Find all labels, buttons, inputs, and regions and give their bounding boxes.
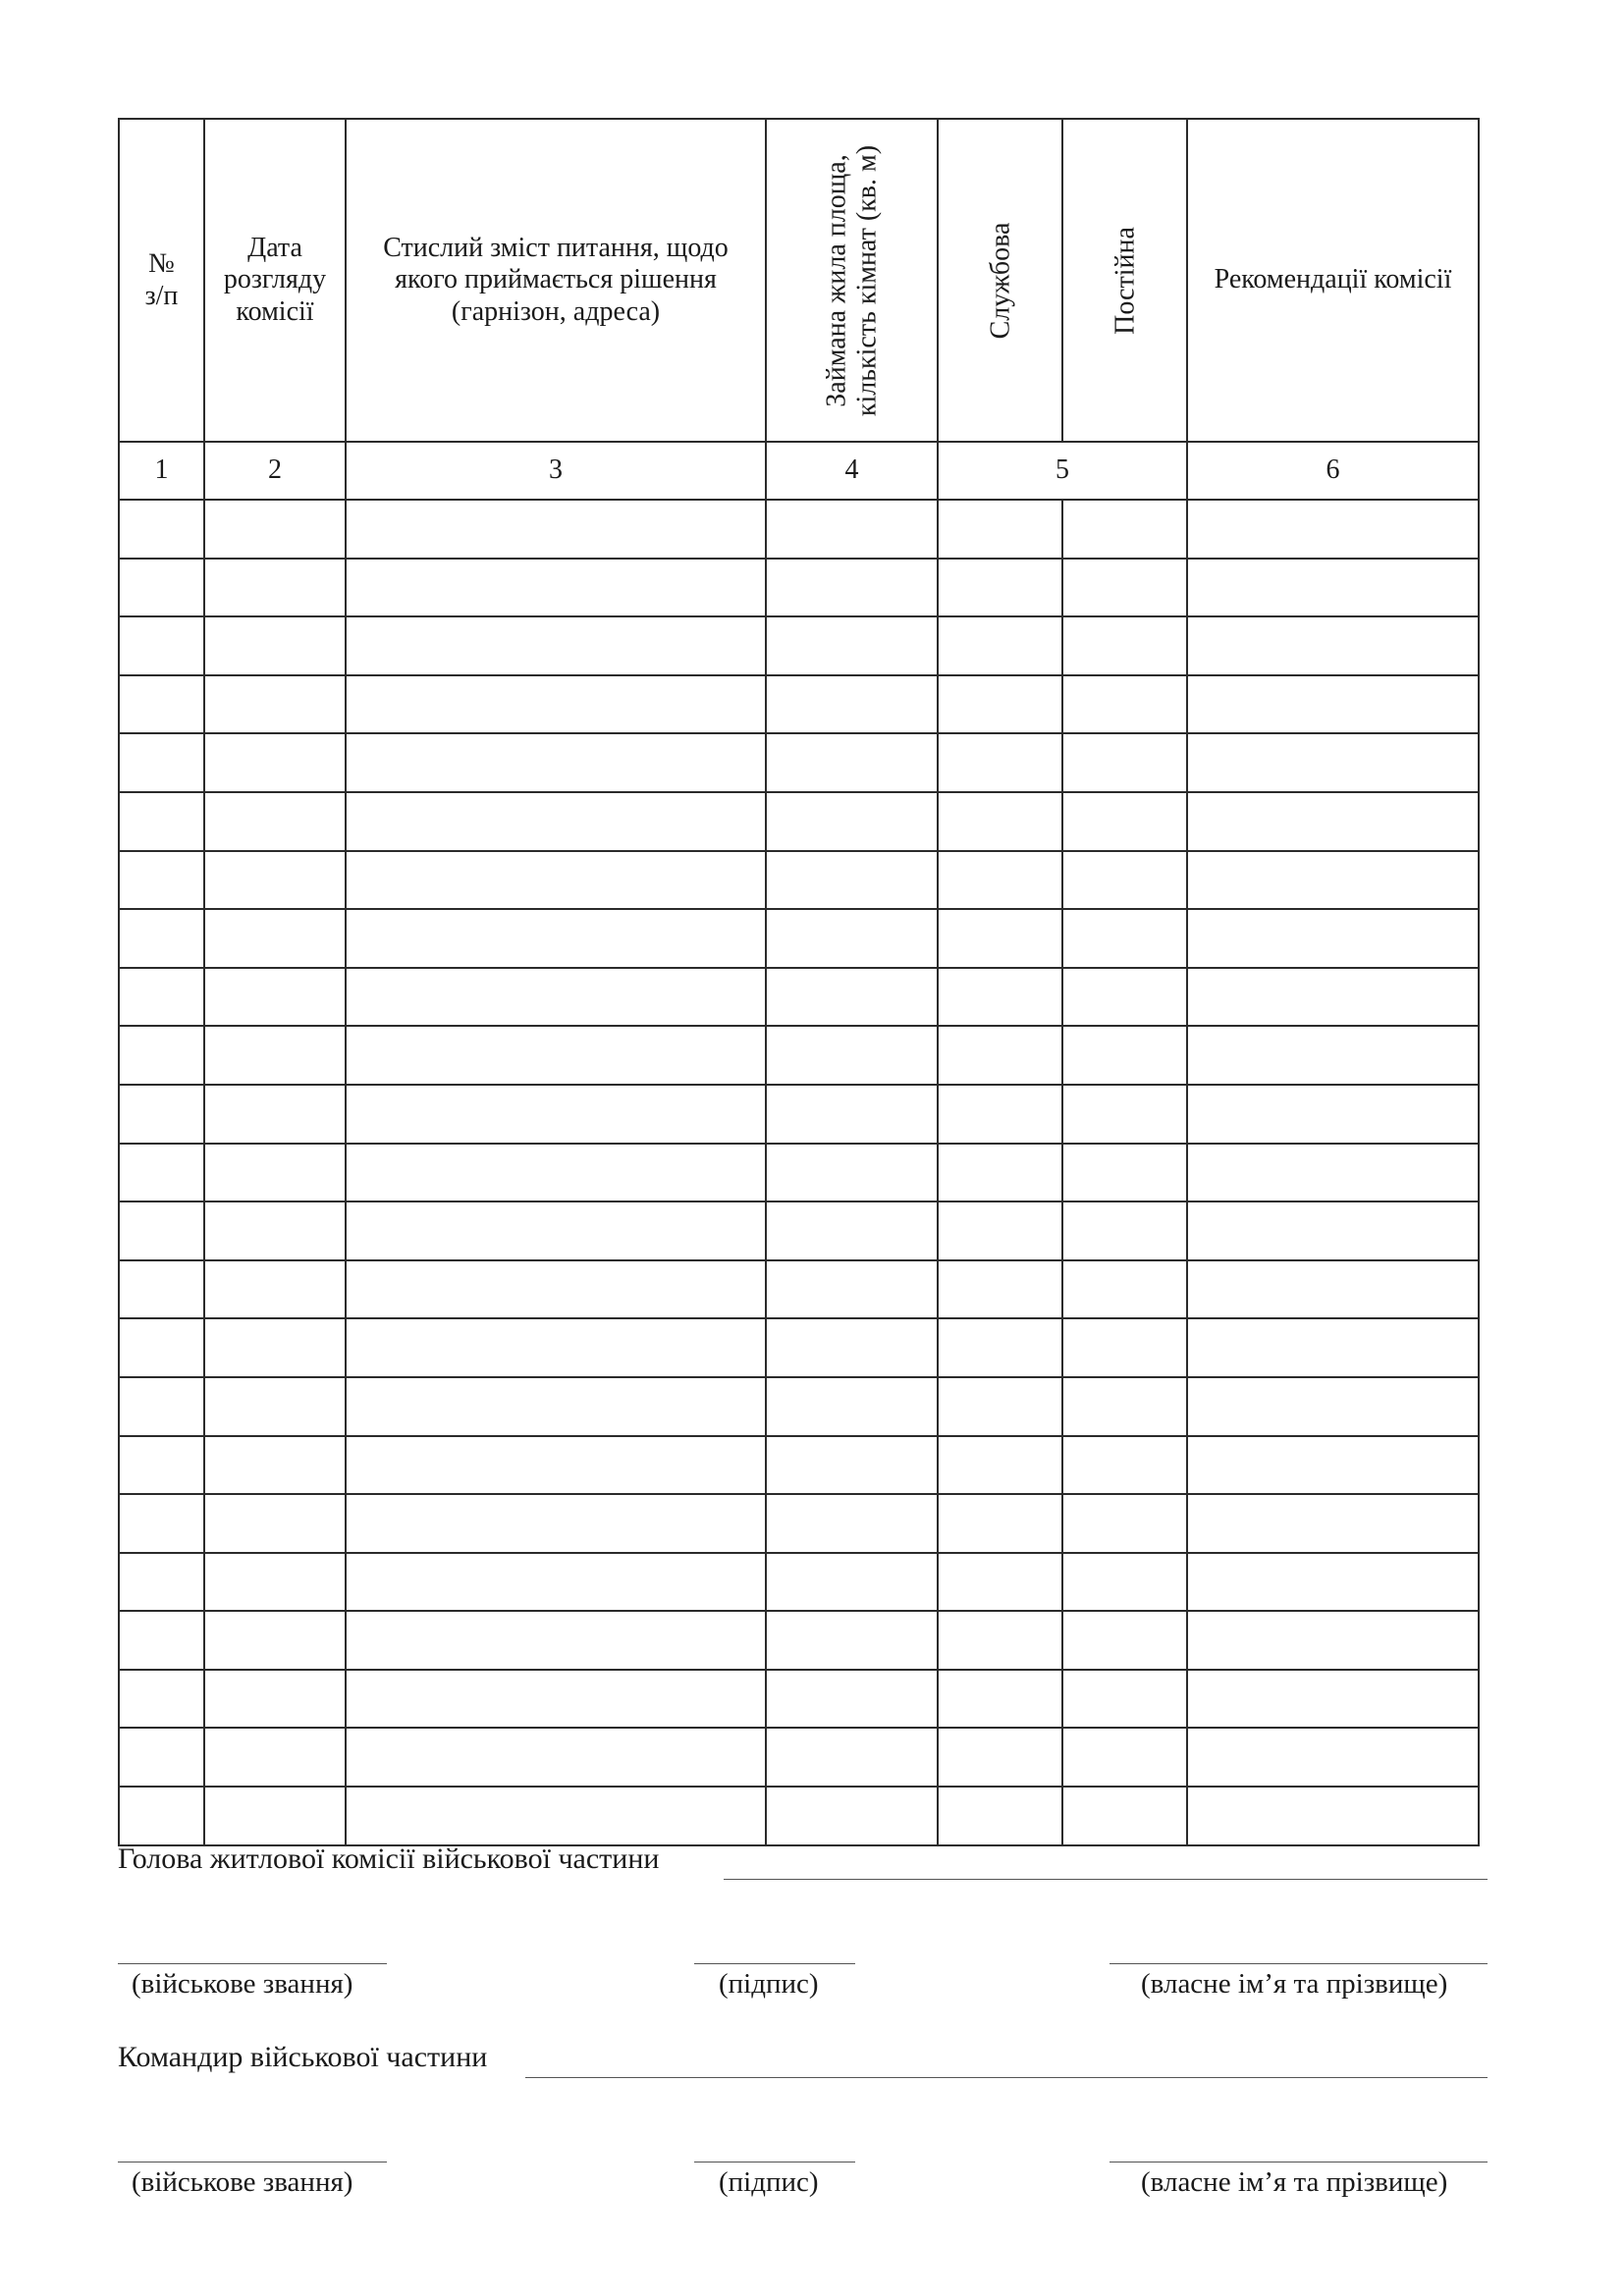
column-number-cell: 5 bbox=[938, 442, 1187, 500]
table-body bbox=[119, 500, 1479, 1845]
permanent-cell[interactable] bbox=[1062, 675, 1187, 734]
date-cell[interactable] bbox=[204, 1611, 346, 1670]
date-cell[interactable] bbox=[204, 1494, 346, 1553]
summary-cell[interactable] bbox=[346, 1026, 766, 1085]
num-cell[interactable] bbox=[119, 792, 204, 851]
num-cell[interactable] bbox=[119, 559, 204, 617]
recommendations-cell[interactable] bbox=[1187, 675, 1479, 734]
num-cell[interactable] bbox=[119, 1144, 204, 1202]
signature-caption: (підпис) bbox=[719, 2166, 819, 2198]
area-cell[interactable] bbox=[766, 1787, 938, 1845]
service-cell[interactable] bbox=[938, 968, 1062, 1027]
table-row bbox=[119, 1201, 1479, 1260]
num-cell[interactable] bbox=[119, 500, 204, 559]
column-number-cell: 2 bbox=[204, 442, 346, 500]
permanent-cell[interactable] bbox=[1062, 733, 1187, 792]
date-cell[interactable] bbox=[204, 1318, 346, 1377]
area-cell[interactable] bbox=[766, 1611, 938, 1670]
date-cell[interactable] bbox=[204, 1436, 346, 1495]
recommendations-cell[interactable] bbox=[1187, 1318, 1479, 1377]
permanent-cell[interactable] bbox=[1062, 559, 1187, 617]
table-row bbox=[119, 1787, 1479, 1845]
recommendations-cell[interactable] bbox=[1187, 1201, 1479, 1260]
area-cell[interactable] bbox=[766, 1436, 938, 1495]
area-cell[interactable] bbox=[766, 1494, 938, 1553]
num-cell[interactable] bbox=[119, 1611, 204, 1670]
num-cell[interactable] bbox=[119, 1377, 204, 1436]
area-cell[interactable] bbox=[766, 1318, 938, 1377]
service-cell[interactable] bbox=[938, 792, 1062, 851]
header-recommendations: Рекомендації комісії bbox=[1187, 119, 1479, 442]
summary-cell[interactable] bbox=[346, 1085, 766, 1144]
permanent-cell[interactable] bbox=[1062, 909, 1187, 968]
service-cell[interactable] bbox=[938, 1026, 1062, 1085]
header-num: № з/п bbox=[119, 119, 204, 442]
rank-fill-line[interactable] bbox=[118, 1963, 387, 1964]
service-cell[interactable] bbox=[938, 1787, 1062, 1845]
summary-cell[interactable] bbox=[346, 1611, 766, 1670]
date-cell[interactable] bbox=[204, 500, 346, 559]
summary-cell[interactable] bbox=[346, 909, 766, 968]
summary-cell[interactable] bbox=[346, 792, 766, 851]
summary-cell[interactable] bbox=[346, 851, 766, 910]
summary-cell[interactable] bbox=[346, 1494, 766, 1553]
service-cell[interactable] bbox=[938, 1553, 1062, 1612]
column-number-cell: 3 bbox=[346, 442, 766, 500]
service-cell[interactable] bbox=[938, 500, 1062, 559]
num-cell[interactable] bbox=[119, 1494, 204, 1553]
recommendations-cell[interactable] bbox=[1187, 1670, 1479, 1729]
permanent-cell[interactable] bbox=[1062, 1553, 1187, 1612]
area-cell[interactable] bbox=[766, 1728, 938, 1787]
permanent-cell[interactable] bbox=[1062, 1144, 1187, 1202]
permanent-cell[interactable] bbox=[1062, 1494, 1187, 1553]
recommendations-cell[interactable] bbox=[1187, 968, 1479, 1027]
summary-cell[interactable] bbox=[346, 675, 766, 734]
table-row bbox=[119, 559, 1479, 617]
permanent-cell[interactable] bbox=[1062, 1611, 1187, 1670]
header-date: Дата розгляду комісії bbox=[204, 119, 346, 442]
service-cell[interactable] bbox=[938, 1085, 1062, 1144]
num-cell[interactable] bbox=[119, 909, 204, 968]
num-cell[interactable] bbox=[119, 616, 204, 675]
area-cell[interactable] bbox=[766, 792, 938, 851]
service-cell[interactable] bbox=[938, 1318, 1062, 1377]
recommendations-cell[interactable] bbox=[1187, 1436, 1479, 1495]
signature-title: Командир військової частини bbox=[118, 2041, 488, 2073]
service-cell[interactable] bbox=[938, 1201, 1062, 1260]
summary-cell[interactable] bbox=[346, 616, 766, 675]
rank-caption: (військове звання) bbox=[132, 2166, 353, 2198]
recommendations-cell[interactable] bbox=[1187, 851, 1479, 910]
permanent-cell[interactable] bbox=[1062, 1085, 1187, 1144]
table-row bbox=[119, 1670, 1479, 1729]
summary-cell[interactable] bbox=[346, 500, 766, 559]
table-row bbox=[119, 1728, 1479, 1787]
signature-caption: (підпис) bbox=[719, 1968, 819, 2000]
summary-cell[interactable] bbox=[346, 559, 766, 617]
summary-cell[interactable] bbox=[346, 1787, 766, 1845]
service-cell[interactable] bbox=[938, 1611, 1062, 1670]
table-row bbox=[119, 909, 1479, 968]
num-cell[interactable] bbox=[119, 1670, 204, 1729]
date-cell[interactable] bbox=[204, 1728, 346, 1787]
summary-cell[interactable] bbox=[346, 733, 766, 792]
num-cell[interactable] bbox=[119, 1260, 204, 1319]
name-fill-line[interactable] bbox=[1110, 2162, 1488, 2163]
table-row bbox=[119, 968, 1479, 1027]
area-cell[interactable] bbox=[766, 675, 938, 734]
summary-cell[interactable] bbox=[346, 1201, 766, 1260]
date-cell[interactable] bbox=[204, 1377, 346, 1436]
permanent-cell[interactable] bbox=[1062, 792, 1187, 851]
date-cell[interactable] bbox=[204, 675, 346, 734]
date-cell[interactable] bbox=[204, 968, 346, 1027]
num-cell[interactable] bbox=[119, 968, 204, 1027]
area-cell[interactable] bbox=[766, 559, 938, 617]
header-area: Займана жила площа, кількість кімнат (кв. м) bbox=[766, 119, 938, 442]
name-caption: (власне ім’я та прізвище) bbox=[1141, 2166, 1448, 2198]
date-cell[interactable] bbox=[204, 1026, 346, 1085]
date-cell[interactable] bbox=[204, 559, 346, 617]
area-cell[interactable] bbox=[766, 909, 938, 968]
area-cell[interactable] bbox=[766, 968, 938, 1027]
date-cell[interactable] bbox=[204, 851, 346, 910]
recommendations-cell[interactable] bbox=[1187, 1787, 1479, 1845]
service-cell[interactable] bbox=[938, 1436, 1062, 1495]
unit-fill-line[interactable] bbox=[525, 2077, 1488, 2078]
num-cell[interactable] bbox=[119, 1026, 204, 1085]
date-cell[interactable] bbox=[204, 792, 346, 851]
area-cell[interactable] bbox=[766, 1670, 938, 1729]
permanent-cell[interactable] bbox=[1062, 1436, 1187, 1495]
signature-fill-line[interactable] bbox=[694, 2162, 855, 2163]
num-cell[interactable] bbox=[119, 675, 204, 734]
permanent-cell[interactable] bbox=[1062, 1201, 1187, 1260]
table-row bbox=[119, 500, 1479, 559]
area-cell[interactable] bbox=[766, 1201, 938, 1260]
area-cell[interactable] bbox=[766, 500, 938, 559]
summary-cell[interactable] bbox=[346, 968, 766, 1027]
table-row bbox=[119, 1085, 1479, 1144]
recommendations-cell[interactable] bbox=[1187, 909, 1479, 968]
rank-caption: (військове звання) bbox=[132, 1968, 353, 2000]
table-row bbox=[119, 1260, 1479, 1319]
summary-cell[interactable] bbox=[346, 1377, 766, 1436]
recommendations-cell[interactable] bbox=[1187, 1377, 1479, 1436]
unit-fill-line[interactable] bbox=[724, 1879, 1488, 1880]
date-cell[interactable] bbox=[204, 1670, 346, 1729]
signature-fill-line[interactable] bbox=[694, 1963, 855, 1964]
recommendations-cell[interactable] bbox=[1187, 1553, 1479, 1612]
permanent-cell[interactable] bbox=[1062, 851, 1187, 910]
rank-fill-line[interactable] bbox=[118, 2162, 387, 2163]
recommendations-cell[interactable] bbox=[1187, 1085, 1479, 1144]
column-number-cell: 1 bbox=[119, 442, 204, 500]
area-cell[interactable] bbox=[766, 1553, 938, 1612]
permanent-cell[interactable] bbox=[1062, 1026, 1187, 1085]
permanent-cell[interactable] bbox=[1062, 1260, 1187, 1319]
summary-cell[interactable] bbox=[346, 1260, 766, 1319]
date-cell[interactable] bbox=[204, 1144, 346, 1202]
permanent-cell[interactable] bbox=[1062, 968, 1187, 1027]
header-permanent: Постійна bbox=[1062, 119, 1187, 442]
area-cell[interactable] bbox=[766, 733, 938, 792]
area-cell[interactable] bbox=[766, 851, 938, 910]
permanent-cell[interactable] bbox=[1062, 500, 1187, 559]
name-caption: (власне ім’я та прізвище) bbox=[1141, 1968, 1448, 2000]
service-cell[interactable] bbox=[938, 1377, 1062, 1436]
num-cell[interactable] bbox=[119, 1553, 204, 1612]
table-row bbox=[119, 851, 1479, 910]
header-service: Службова bbox=[938, 119, 1062, 442]
column-number-cell: 6 bbox=[1187, 442, 1479, 500]
table-row bbox=[119, 1318, 1479, 1377]
recommendations-cell[interactable] bbox=[1187, 792, 1479, 851]
summary-cell[interactable] bbox=[346, 1436, 766, 1495]
service-cell[interactable] bbox=[938, 851, 1062, 910]
housing-commission-table bbox=[118, 118, 1480, 1846]
table-row bbox=[119, 733, 1479, 792]
column-number-cell: 4 bbox=[766, 442, 938, 500]
service-cell[interactable] bbox=[938, 909, 1062, 968]
table-row bbox=[119, 1436, 1479, 1495]
recommendations-cell[interactable] bbox=[1187, 1728, 1479, 1787]
table-row bbox=[119, 1377, 1479, 1436]
permanent-cell[interactable] bbox=[1062, 616, 1187, 675]
recommendations-cell[interactable] bbox=[1187, 1260, 1479, 1319]
date-cell[interactable] bbox=[204, 616, 346, 675]
recommendations-cell[interactable] bbox=[1187, 1611, 1479, 1670]
date-cell[interactable] bbox=[204, 1085, 346, 1144]
summary-cell[interactable] bbox=[346, 1144, 766, 1202]
service-cell[interactable] bbox=[938, 675, 1062, 734]
permanent-cell[interactable] bbox=[1062, 1787, 1187, 1845]
table-row bbox=[119, 1611, 1479, 1670]
recommendations-cell[interactable] bbox=[1187, 1026, 1479, 1085]
date-cell[interactable] bbox=[204, 733, 346, 792]
permanent-cell[interactable] bbox=[1062, 1728, 1187, 1787]
permanent-cell[interactable] bbox=[1062, 1318, 1187, 1377]
table-row bbox=[119, 675, 1479, 734]
area-cell[interactable] bbox=[766, 1260, 938, 1319]
summary-cell[interactable] bbox=[346, 1318, 766, 1377]
date-cell[interactable] bbox=[204, 1201, 346, 1260]
summary-cell[interactable] bbox=[346, 1728, 766, 1787]
date-cell[interactable] bbox=[204, 1553, 346, 1612]
num-cell[interactable] bbox=[119, 1728, 204, 1787]
area-cell[interactable] bbox=[766, 1144, 938, 1202]
date-cell[interactable] bbox=[204, 909, 346, 968]
service-cell[interactable] bbox=[938, 616, 1062, 675]
num-cell[interactable] bbox=[119, 1201, 204, 1260]
service-cell[interactable] bbox=[938, 1670, 1062, 1729]
date-cell[interactable] bbox=[204, 1787, 346, 1845]
summary-cell[interactable] bbox=[346, 1553, 766, 1612]
num-cell[interactable] bbox=[119, 733, 204, 792]
recommendations-cell[interactable] bbox=[1187, 500, 1479, 559]
num-cell[interactable] bbox=[119, 1787, 204, 1845]
service-cell[interactable] bbox=[938, 1728, 1062, 1787]
table-row bbox=[119, 1026, 1479, 1085]
area-cell[interactable] bbox=[766, 1026, 938, 1085]
service-cell[interactable] bbox=[938, 1494, 1062, 1553]
permanent-cell[interactable] bbox=[1062, 1670, 1187, 1729]
service-cell[interactable] bbox=[938, 1260, 1062, 1319]
recommendations-cell[interactable] bbox=[1187, 733, 1479, 792]
table-row bbox=[119, 792, 1479, 851]
permanent-cell[interactable] bbox=[1062, 1377, 1187, 1436]
num-cell[interactable] bbox=[119, 1318, 204, 1377]
signature-title: Голова житлової комісії військової частини bbox=[118, 1842, 660, 1875]
column-number-row bbox=[119, 442, 1479, 500]
num-cell[interactable] bbox=[119, 1085, 204, 1144]
recommendations-cell[interactable] bbox=[1187, 1144, 1479, 1202]
table-row bbox=[119, 1553, 1479, 1612]
recommendations-cell[interactable] bbox=[1187, 1494, 1479, 1553]
service-cell[interactable] bbox=[938, 559, 1062, 617]
num-cell[interactable] bbox=[119, 1436, 204, 1495]
table-row bbox=[119, 616, 1479, 675]
area-cell[interactable] bbox=[766, 1377, 938, 1436]
date-cell[interactable] bbox=[204, 1260, 346, 1319]
recommendations-cell[interactable] bbox=[1187, 616, 1479, 675]
header-row bbox=[119, 119, 1479, 442]
service-cell[interactable] bbox=[938, 1144, 1062, 1202]
table-row bbox=[119, 1144, 1479, 1202]
num-cell[interactable] bbox=[119, 851, 204, 910]
service-cell[interactable] bbox=[938, 733, 1062, 792]
recommendations-cell[interactable] bbox=[1187, 559, 1479, 617]
area-cell[interactable] bbox=[766, 1085, 938, 1144]
table-row bbox=[119, 1494, 1479, 1553]
name-fill-line[interactable] bbox=[1110, 1963, 1488, 1964]
summary-cell[interactable] bbox=[346, 1670, 766, 1729]
header-summary: Стислий зміст питання, щодо якого приймається рішення (гарнізон, адреса) bbox=[346, 119, 766, 442]
area-cell[interactable] bbox=[766, 616, 938, 675]
